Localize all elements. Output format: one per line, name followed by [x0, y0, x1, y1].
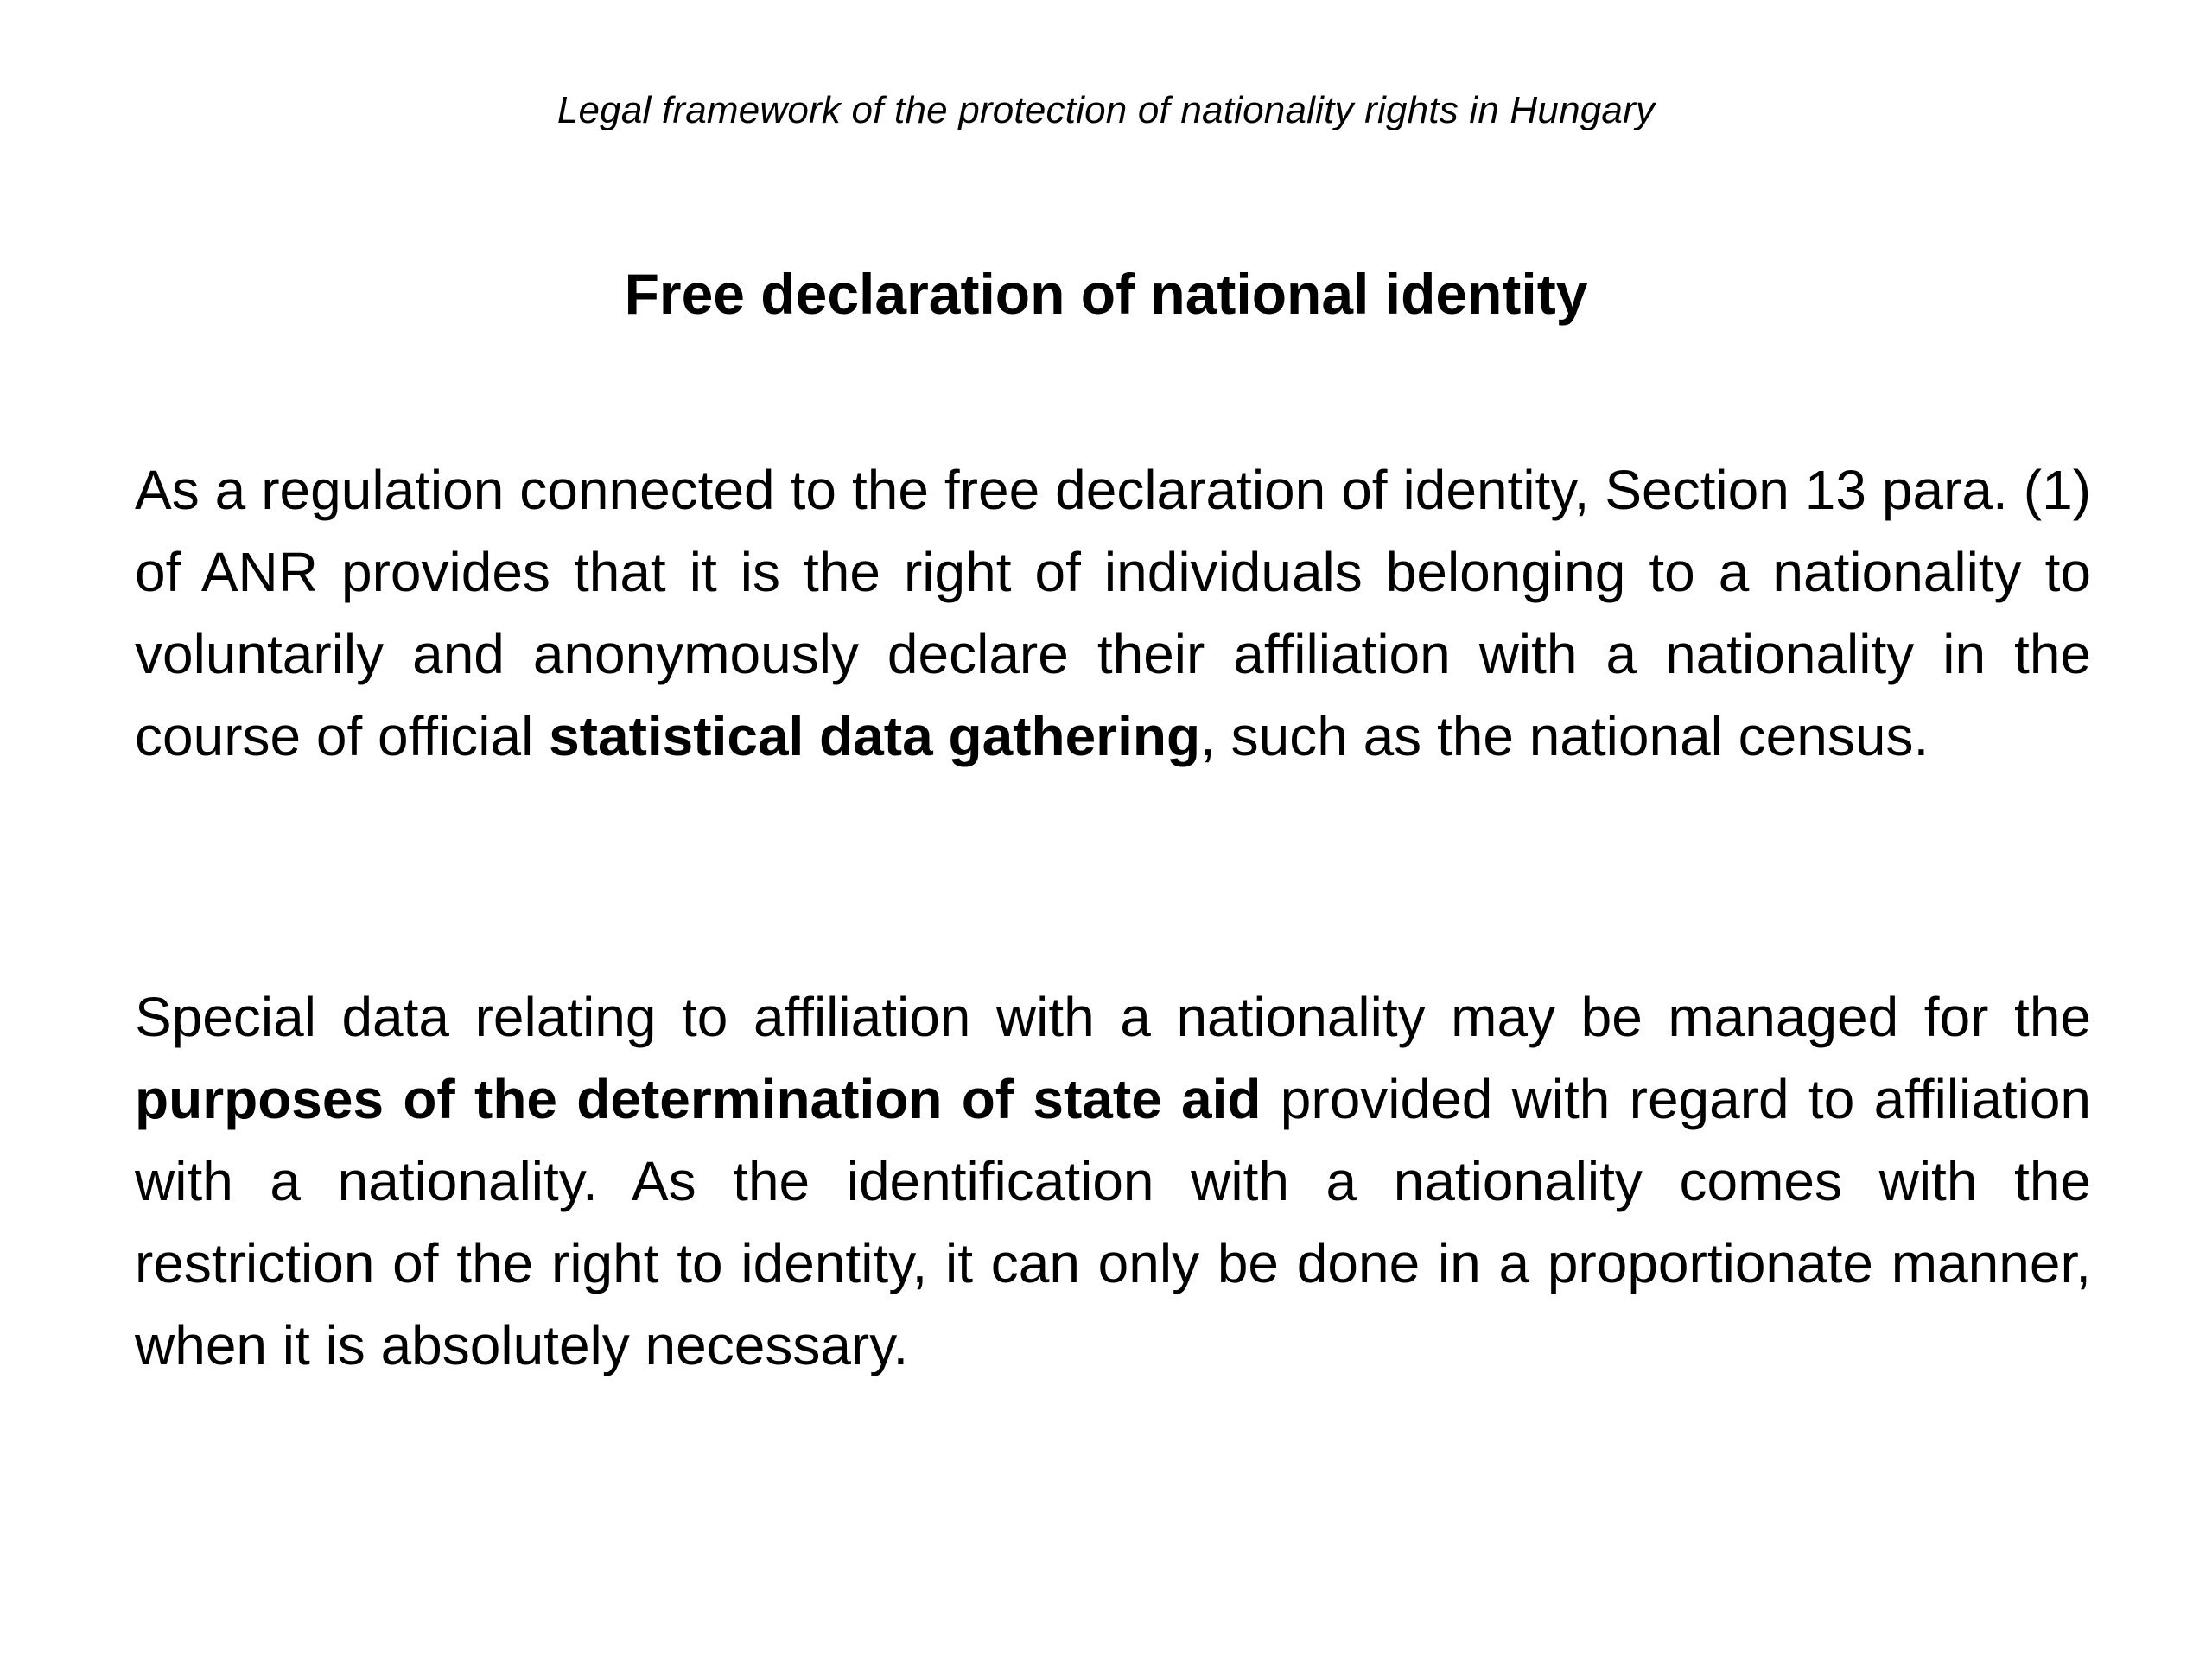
paragraph-state-aid	[135, 976, 2091, 1387]
paragraph-1-text-before: As a regulation connected to the free declaration of identity, Section 13 para. (1) of ANR provides that it is the right of individuals belonging to a nationality to voluntarily and anonymously declare their affiliation with a nationality in the course of official	[135, 459, 2091, 767]
paragraph-2-text-after: provided with regard to affiliation with a nationality. As the identification with a nationality comes with the restriction of the right to identity, it can only be done in a proportionate manner, when it is absolutely necessary.	[135, 1068, 2092, 1376]
paragraph-statistical-data	[135, 449, 2091, 778]
paragraph-2-bold-phrase: purposes of the determination of state aid	[135, 1068, 1262, 1130]
paragraph-1-text-after: , such as the national census.	[1200, 705, 1929, 767]
paragraph-1-bold-phrase: statistical data gathering	[549, 705, 1201, 767]
paragraph-2-text-before: Special data relating to affiliation with a nationality may be managed for the	[135, 986, 2091, 1048]
slide-title: Free declaration of national identity	[624, 262, 1588, 326]
slide-header: Legal framework of the protection of nationality rights in Hungary	[556, 89, 1656, 131]
